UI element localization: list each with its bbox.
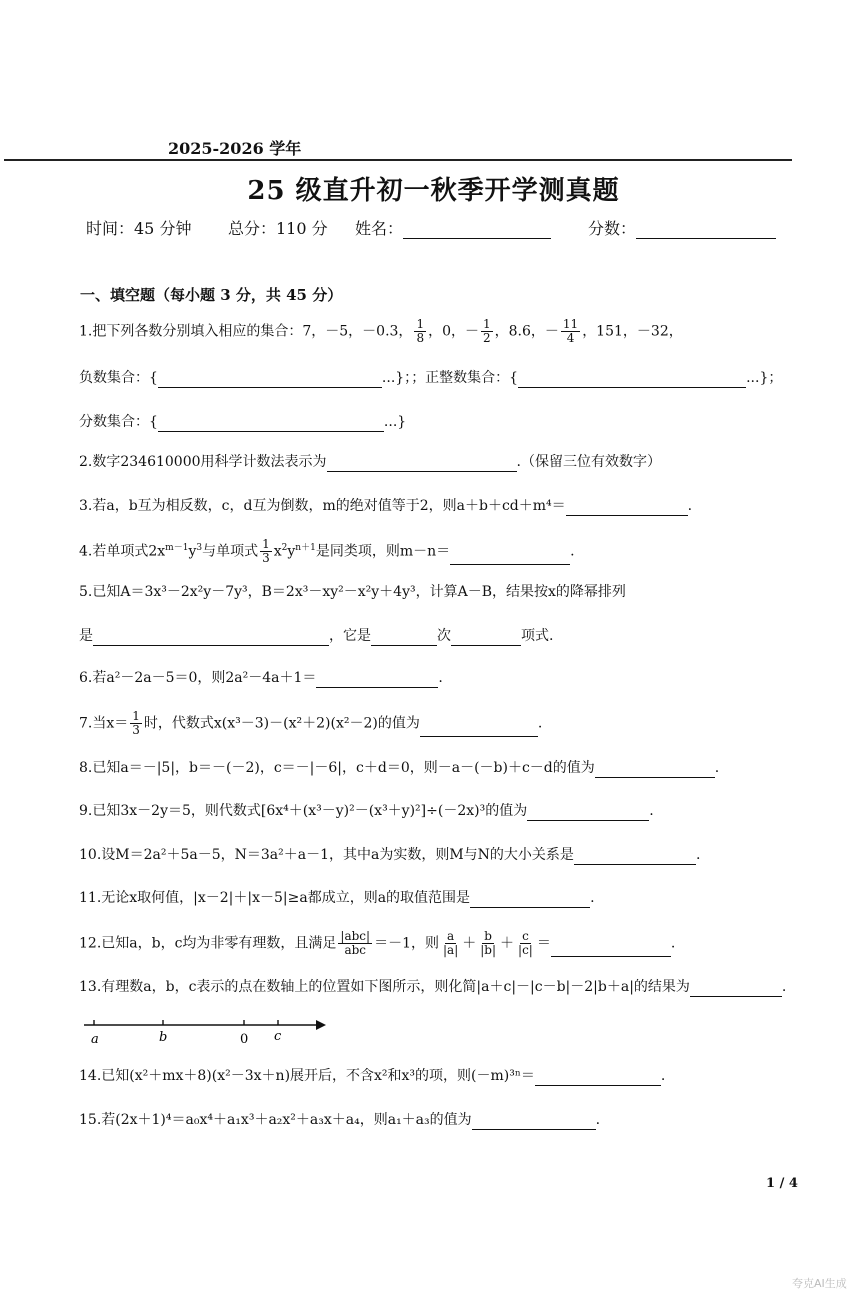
answer-blank[interactable]: [450, 548, 570, 565]
label-b: b: [159, 1030, 168, 1045]
question-12: 12.已知a，b，c均为非零有理数，且满足 $\frac{\text{|abc|}}{\text{abc}}$ ＝－1，则 $\frac{a}{|a|}$ ＋ $\frac{b}{|b|}$ ＋ $\frac{c}{|c|}$ ＝ .: [79, 929, 676, 957]
answer-blank[interactable]: [551, 940, 671, 957]
label-a: a: [91, 1032, 99, 1047]
answer-blank[interactable]: [527, 804, 649, 821]
positive-integer-set-label: ；正整数集合：{: [411, 370, 519, 386]
answer-blank[interactable]: [158, 371, 382, 388]
fraction: $\frac{1}{8}$: [416, 317, 425, 345]
fraction: $\frac{c}{|c|}$: [518, 929, 533, 957]
question-13: 13.有理数a，b，c表示的点在数轴上的位置如下图所示，则化简|a＋c|－|c－b|－2|b＋a|的结果为 .: [79, 979, 787, 995]
question-11: 11.无论x取何值，|x－2|＋|x－5|≥a都成立，则a的取值范围是 .: [79, 890, 595, 906]
time-label: 时间：45 分钟: [86, 219, 192, 238]
question-1: 1.把下列各数分别填入相应的集合：7，－5，－0.3， $\frac{1}{8}$ ，0，－ $\frac{1}{2}$ ，8.6，－ $\frac{11}{4}$ ，151，－32，: [79, 317, 683, 345]
question-4: 4.若单项式$2x^{m-1}y^3$与单项式 $\frac{1}{3}$ $x^2y^{n+1}$是同类项，则m－n＝ .: [79, 537, 575, 566]
answer-blank[interactable]: [451, 629, 521, 646]
question-1-fraction-set: 分数集合：{ ...}: [79, 414, 407, 430]
section-heading: 一、填空题（每小题 3 分，共 45 分）: [80, 286, 343, 304]
negative-set-label: 负数集合：{: [79, 370, 158, 386]
question-2: 2.数字234610000用科学计数法表示为 .（保留三位有效数字）: [79, 454, 661, 470]
score-label: 分数：: [588, 219, 637, 238]
question-7: 7.当x＝ $\frac{1}{3}$ 时，代数式x(x³－3)－(x²＋2)(x²－2)的值为 .: [79, 709, 543, 737]
answer-blank[interactable]: [371, 629, 437, 646]
fraction: $\frac{\text{|abc|}}{\text{abc}}$: [340, 929, 371, 957]
answer-blank[interactable]: [595, 761, 715, 778]
question-9: 9.已知3x－2y＝5，则代数式[6x⁴＋(x³－y)²－(x³＋y)²]÷(－2x)³的值为 .: [79, 803, 654, 819]
fraction: $\frac{11}{4}$: [562, 317, 579, 345]
question-3: 3.若a，b互为相反数，c，d互为倒数，m的绝对值等于2，则a＋b＋cd＋m⁴＝ .: [79, 498, 693, 514]
total-score-label: 总分：110 分: [228, 219, 328, 238]
label-zero: 0: [240, 1032, 249, 1047]
watermark: 夸克AI生成: [792, 1277, 847, 1290]
question-5: 5.已知A＝3x³－2x²y－7y³，B＝2x³－xy²－x²y＋4y³，计算A－B，结果按x的降幂排列: [79, 584, 626, 600]
score-field[interactable]: [588, 216, 776, 239]
answer-blank[interactable]: [316, 671, 438, 688]
answer-blank[interactable]: [420, 720, 538, 737]
answer-blank[interactable]: [690, 980, 782, 997]
answer-blank[interactable]: [535, 1069, 661, 1086]
answer-blank[interactable]: [327, 455, 517, 472]
fraction: $\frac{1}{2}$: [483, 317, 491, 345]
question-14: 14.已知(x²＋mx＋8)(x²－3x＋n)展开后，不含x²和x³的项，则(－m)³ⁿ＝ .: [79, 1068, 666, 1084]
page-number: 1 / 4: [766, 1176, 798, 1191]
answer-blank[interactable]: [158, 415, 384, 432]
number-line-diagram: [80, 1012, 340, 1052]
question-10: 10.设M＝2a²＋5a－5，N＝3a²＋a－1，其中a为实数，则M与N的大小关系是 .: [79, 847, 701, 863]
name-blank[interactable]: [403, 222, 551, 239]
question-8: 8.已知a＝－|5|，b＝－(－2)，c＝－|－6|，c＋d＝0，则－a－(－b)＋c－d的值为 .: [79, 760, 720, 776]
question-15: 15.若(2x＋1)⁴＝a₀x⁴＋a₁x³＋a₂x²＋a₃x＋a₄，则a₁＋a₃的值为 .: [79, 1112, 601, 1128]
answer-blank[interactable]: [93, 629, 329, 646]
question-5-line2: 是 ，它是 次 项式.: [79, 628, 554, 644]
score-blank[interactable]: [636, 222, 776, 239]
label-c: c: [274, 1029, 282, 1044]
number-line-arrow: [316, 1020, 326, 1030]
header-rule: [4, 159, 792, 161]
school-year: 2025-2026 学年: [168, 139, 302, 158]
fraction: $\frac{1}{3}$: [132, 709, 140, 737]
question-1-sets: 负数集合：{ ...}；；正整数集合：{ ...}；: [79, 370, 783, 386]
fraction: $\frac{1}{3}$: [262, 537, 270, 566]
question-6: 6.若a²－2a－5＝0，则2a²－4a＋1＝ .: [79, 670, 443, 686]
answer-blank[interactable]: [574, 848, 696, 865]
fraction: $\frac{a}{|a|}$: [443, 929, 459, 957]
answer-blank[interactable]: [518, 371, 746, 388]
name-field[interactable]: [355, 216, 551, 239]
answer-blank[interactable]: [472, 1113, 596, 1130]
answer-blank[interactable]: [566, 499, 688, 516]
answer-blank[interactable]: [470, 891, 590, 908]
name-label: 姓名：: [355, 219, 404, 238]
fraction: $\frac{b}{|b|}$: [480, 929, 497, 957]
exam-title: 25 级直升初一秋季开学测真题: [247, 176, 620, 206]
fraction-set-label: 分数集合：{: [79, 414, 158, 430]
